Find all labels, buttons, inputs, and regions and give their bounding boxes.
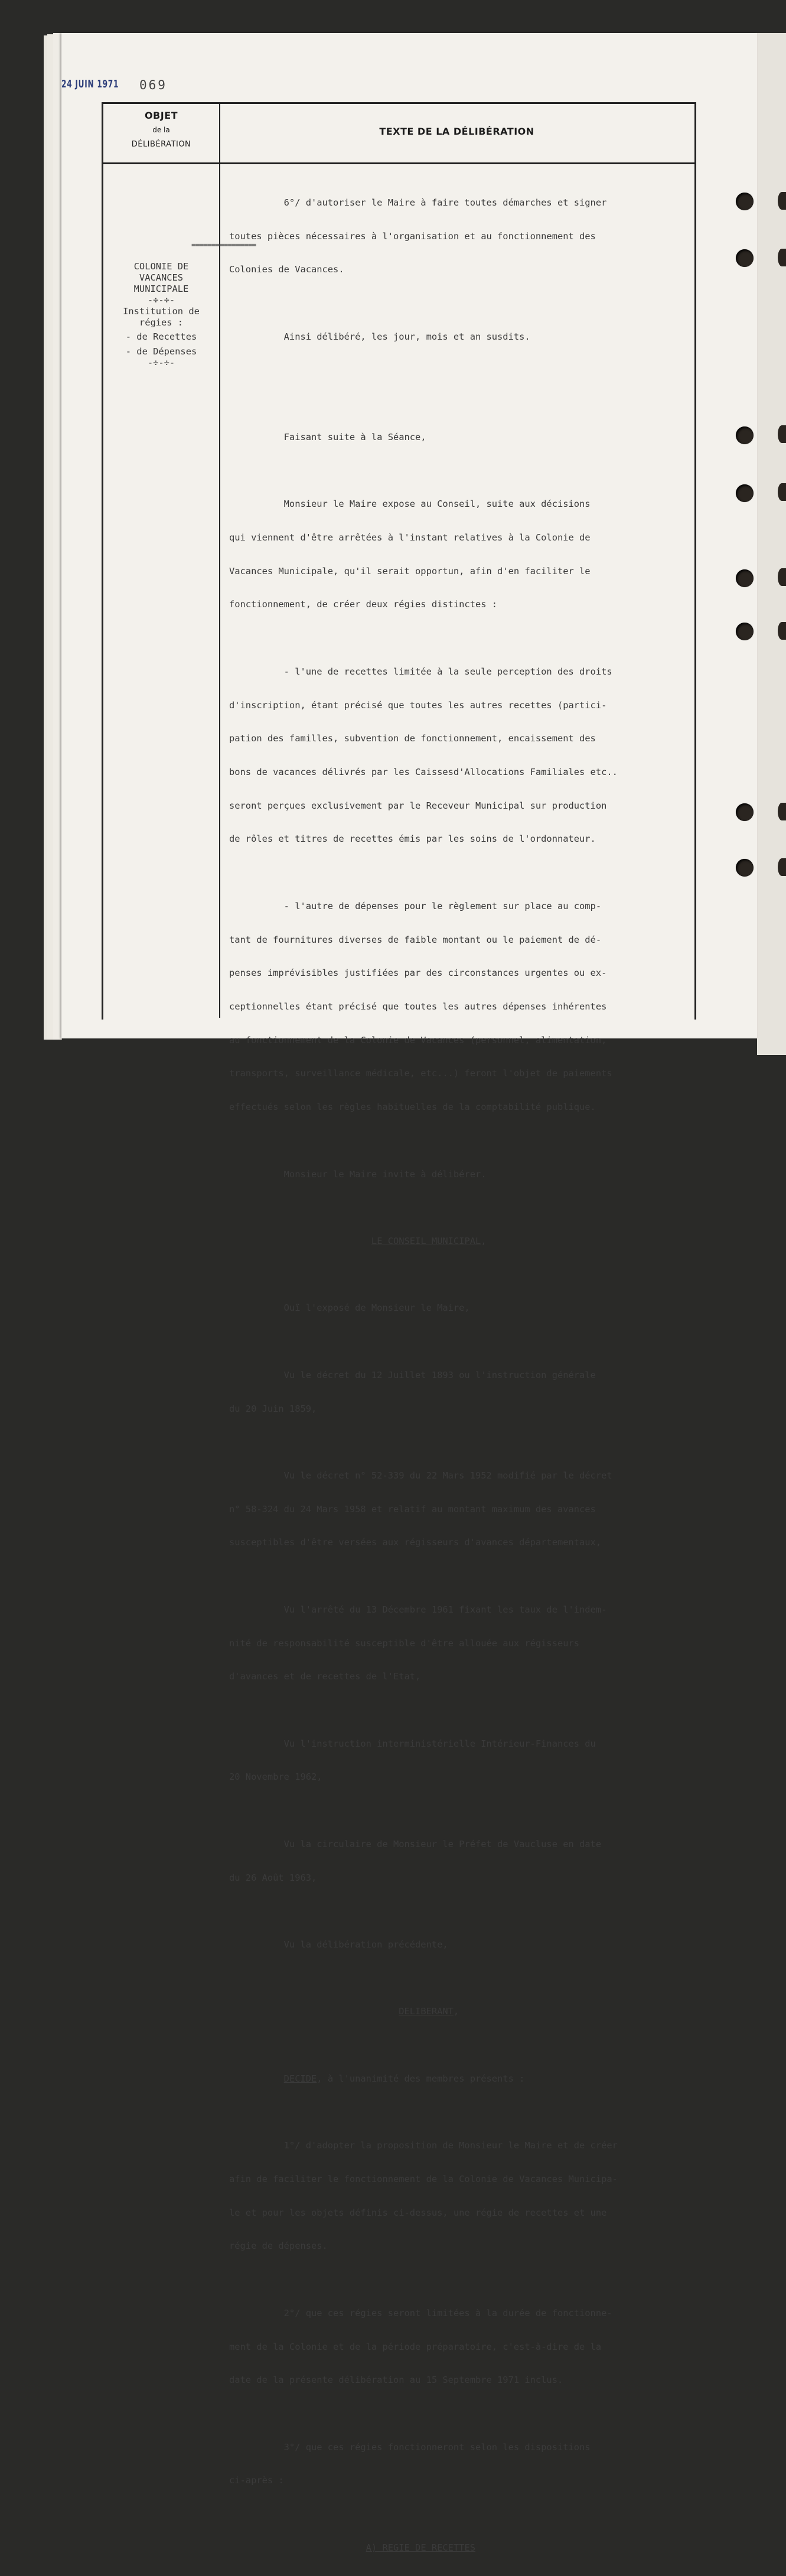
text-line: Colonies de Vacances. [229,264,344,275]
adjacent-page [757,33,786,1055]
text-line: penses imprévisibles justifiées par des circonstances urgentes ou ex- [229,968,607,979]
stamp-date: 24 JUIN 1971 [61,78,119,90]
text-line: 2°/ que ces régies seront limitées à la durée de fonctionne- [229,2307,612,2318]
text-line: fonctionnement, de créer deux régies distinctes : [229,599,498,610]
header-objet-deliberation: DÉLIBÉRATION [131,140,191,149]
text-line: tant de fournitures diverses de faible montant ou le paiement de dé- [229,934,602,945]
header-rule [102,162,696,164]
text-line: Vu l'instruction interministérielle Intérieur-Finances du [229,1738,596,1749]
text-line: d'inscription, étant précisé que toutes les autres recettes (partici- [229,699,607,711]
text-line: le et pour les objets définis ci-dessus, une régie de recettes et une [229,2207,607,2218]
punch-hole [778,858,786,876]
text-line: ceptionnelles étant précisé que toutes les autres dépenses inhérentes [229,1001,607,1012]
text-line: DELIBERANT, [399,2006,459,2017]
text-line: 20 Novembre 1962, [229,1771,322,1783]
text-line: LE CONSEIL MUNICIPAL, [371,1235,487,1246]
header-objet-title: OBJET [144,110,178,121]
document-page [61,33,757,2553]
text-line: seront perçues exclusivement par le Receveur Municipal sur production [229,800,607,811]
text-line: pation des familles, subvention de fonctionnement, encaissement des [229,733,596,744]
text-line: 1°/ d'adopter la proposition de Monsieur le Maire et de créer [229,2140,618,2151]
text-line: Vu le décret du 12 Juillet 1893 ou l'instruction générale [229,1369,596,1380]
sidebar-item: - de Dépenses [125,346,197,357]
text-line: - l'une de recettes limitée à la seule perception des droits [229,666,612,677]
text-line: bons de vacances délivrés par les Caissesd'Allocations Familiales etc.. [229,766,618,777]
text-line: Vu le décret n° 52-339 du 22 Mars 1952 modifié par le décret [229,1470,612,1481]
text-line: qui viennent d'être arrêtées à l'instant relatives à la Colonie de [229,532,591,543]
sidebar-title-3: MUNICIPALE [133,283,189,294]
punch-hole [778,483,786,501]
heading-regie-recettes: A) REGIE DE RECETTES [366,2542,475,2553]
text-line: 3°/ que ces régies fonctionneront selon les dispositions [229,2441,591,2453]
punch-hole [736,426,754,444]
text-line: Ainsi délibéré, les jour, mois et an susdits. [229,331,530,342]
sidebar-line: Institution de [123,305,200,317]
text-line: - l'autre de dépenses pour le règlement sur place au comp- [229,900,602,911]
punch-hole [778,568,786,586]
header-objet-sub: de la [152,126,170,134]
sidebar-objet [103,261,219,369]
text-line: Vacances Municipale, qu'il serait opportun, afin d'en faciliter le [229,565,591,577]
text-line: Ouï l'exposé de Monsieur le Maire, [229,1302,470,1314]
text-line: Vu la délibération précédente, [229,1939,448,1950]
heading-decide: DECIDE [283,2073,317,2084]
deliberation-text [229,175,696,2576]
text-line: Vu l'arrêté du 13 Décembre 1961 fixant les taux de l'indem- [229,1604,607,1615]
text-line: n° 58-324 du 24 Mars 1958 et relatif au montant maximum des avances [229,1503,596,1515]
punch-hole [736,623,754,640]
punch-hole [736,803,754,821]
text-line: 6°/ d'autoriser le Maire à faire toutes démarches et signer [229,197,607,208]
text-line: ci-après : [229,2475,284,2486]
heading-conseil-municipal: LE CONSEIL MUNICIPAL [371,1235,481,1246]
punch-hole [778,803,786,820]
text-line: régie de dépenses. [229,2240,328,2252]
punch-hole [736,569,754,587]
sidebar-ornament: -÷-÷- [147,294,175,305]
text-line: nité de responsabilité susceptible d'être allouée aux régisseurs [229,1637,580,1649]
text-line: date de la présente délibération au 15 Septembre 1971 inclus. [229,2375,563,2386]
text-line: d'avances et de recettes de l'Etat, [229,1671,421,1682]
page-stack-edge [53,33,62,1040]
punch-hole [736,193,754,210]
punch-hole [736,484,754,502]
text-line: Vu la circulaire de Monsieur le Préfet de Vaucluse en date [229,1838,602,1849]
sidebar-title-1: COLONIE DE [133,261,189,272]
sidebar-title-2: VACANCES [139,272,184,283]
punch-hole [736,249,754,267]
text-line: du 26 Août 1963, [229,1872,317,1883]
header-objet [103,110,219,149]
text-line: afin de faciliter le fonctionnement de la Colonie de Vacances Municipa- [229,2173,618,2184]
text-line: susceptibles d'être versées aux régisseurs d'avances départementaux, [229,1537,602,1548]
punch-hole [778,622,786,640]
punch-hole [778,249,786,266]
text-line: DECIDE, à l'unanimité des membres présents : [283,2073,525,2084]
text-line: transports, surveillance médicale, etc...) feront l'objet de paiements [229,1068,612,1079]
page-number: 069 [139,78,167,92]
text-line: Monsieur le Maire invite à délibérer. [229,1168,487,1180]
punch-hole [778,192,786,210]
text-line: de rôles et titres de recettes émis par les soins de l'ordonnateur. [229,833,596,845]
text-line: Faisant suite à la Séance, [229,431,426,442]
header-texte: TEXTE DE LA DÉLIBÉRATION [379,126,534,137]
text-line: effectués selon les règles habituelles de la comptabilité publique. [229,1102,596,1113]
text-line: ment de la Colonie et de la période préparatoire, c'est-à-dire de la [229,2341,602,2352]
punch-hole [778,425,786,443]
text-line: au fonctionnement de la Colonie de Vacances (personnel, alimentation, [229,1034,607,1046]
punch-hole [736,859,754,877]
text-line: toutes pièces nécessaires à l'organisation et au fonctionnement des [229,230,596,242]
text-line [229,2542,696,2554]
sidebar-ornament: -÷-÷- [147,357,175,369]
date-stamp [61,78,167,92]
sidebar-line: régies : [139,317,184,328]
text-line: du 20 Juin 1859, [229,1403,317,1414]
text-line: Monsieur le Maire expose au Conseil, suite aux décisions [229,499,591,510]
column-divider [219,102,220,1018]
separator-line: ================ [191,241,256,250]
sidebar-item: - de Recettes [125,331,197,343]
heading-deliberant: DELIBERANT [399,2006,454,2017]
